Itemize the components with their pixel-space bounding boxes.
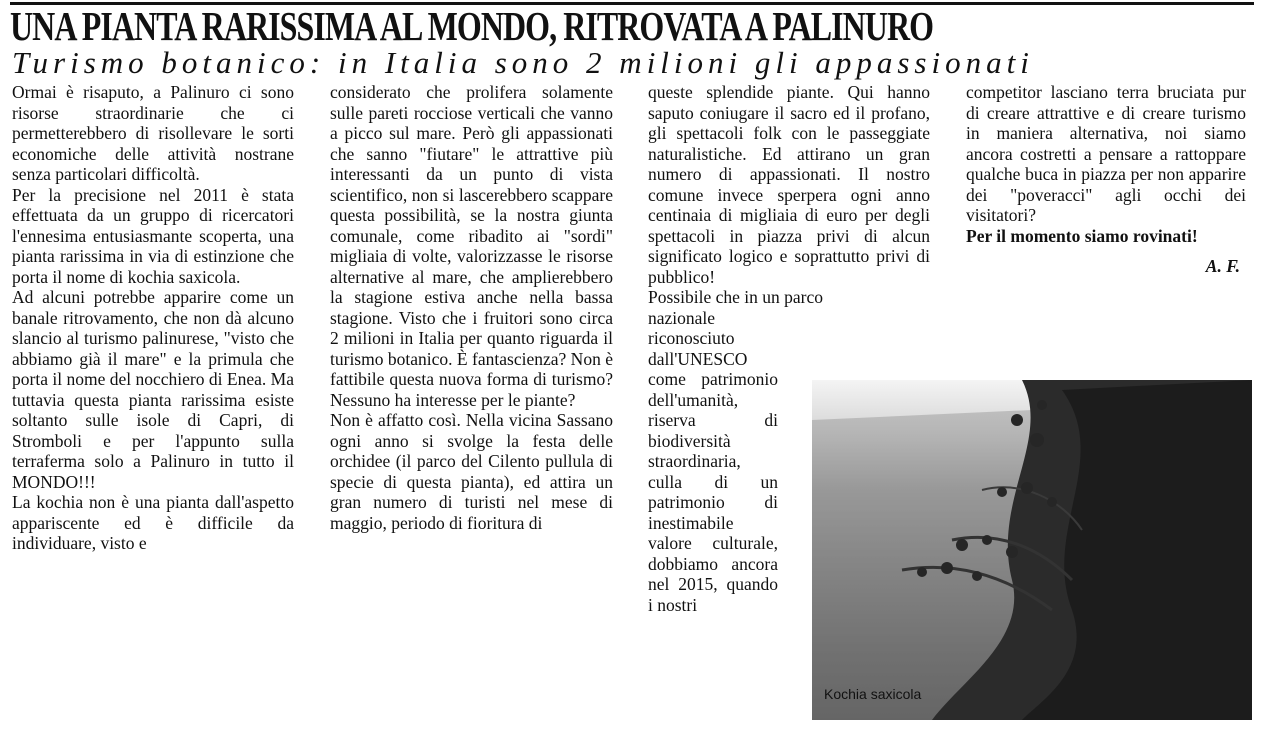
headline: UNA PIANTA RARISSIMA AL MONDO, RITROVATA A PALINURO	[10, 3, 934, 49]
paragraph: Non è affatto così. Nella vicina Sassano ogni anno si svolge la festa delle orchidee (il parco del Cilento pullula di specie di questa pianta), ed attira un gran numero di turisti nel mese di maggio, periodo di fioritura di	[330, 410, 613, 533]
kochia-photo	[812, 380, 1252, 720]
column-1	[12, 82, 294, 554]
subtitle: Turismo botanico: in Italia sono 2 milioni gli appassionati	[12, 45, 1034, 80]
closing-line: Per il momento siamo rovinati!	[966, 225, 1198, 246]
paragraph: Per la precisione nel 2011 è stata effettuata da un gruppo di ricercatori l'ennesima entusiasmante scoperta, una pianta rarissima in via di estinzione che porta il nome di kochia saxicola.	[12, 184, 294, 287]
paragraph: queste splendide piante. Qui hanno saputo coniugare il sacro ed il profano, gli spettacoli folk con le passeggiate naturalistiche. Ed attirano un gran numero di appassionati. Il nostro comune invece sperpera ogni anno centinaia di migliaia di euro per degli spettacoli in piazza privi di alcun significato logico e soprattutto privi di pubblico!	[648, 82, 930, 287]
paragraph: considerato che prolifera solamente sulle pareti rocciose verticali che vanno a picco sul mare. Però gli appassionati che sanno "fiutare" le attrattive più interessanti da un punto di vista scientifico, non si lascerebbero scappare questa possibilità, se la nostra giunta comunale, come ribadito ai "sordi" migliaia di volte, valorizzasse le risorse alternative al mare, che amplierebbero la stagione estiva anche nella bassa stagione. Visto che i fruitori sono circa 2 milioni in Italia per quanto riguarda il turismo botanico. È fantascienza? Non è fattibile questa nuova forma di turismo? Nessuno ha interesse per le piante?	[330, 82, 613, 410]
paragraph: La kochia non è una pianta dall'aspetto appariscente ed è difficile da individuare, visto e	[12, 492, 294, 553]
paragraph: Ad alcuni potrebbe apparire come un banale ritrovamento, che non dà alcuno slancio al turismo palinurese, "visto che abbiamo già il mare" e la primula che porta il nome del nocchiero di Enea. Ma tuttavia questa pianta rarissima esiste soltanto sulle isole di Capri, di Stromboli e per l'appunto sulla terraferma solo a Palinuro in tutto il MONDO!!!	[12, 287, 294, 492]
column-2	[330, 82, 613, 533]
signature: A. F.	[1205, 256, 1240, 276]
paragraph: Possibile che in un parco	[648, 287, 823, 307]
column-4	[966, 82, 1246, 277]
wrapped-paragraph: nazionale riconosciuto dall'UNESCO come patrimonio dell'umanità, riserva di biodiversità straordinaria, culla di un patrimonio di inestimabile valore culturale, dobbiamo ancora nel 2015, quando i nostri	[648, 307, 778, 615]
paragraph: Ormai è risaputo, a Palinuro ci sono risorse straordinarie che ci permetterebbero di risollevare le sorti economiche delle attività nostrane senza particolari difficoltà.	[12, 82, 294, 184]
paragraph: competitor lasciano terra bruciata pur di creare attrattive e di creare turismo in maniera alternativa, noi siamo ancora costretti a pensare a rattoppare qualche buca in piazza per non apparire dei "poveracci" agli occhi dei visitatori?	[966, 82, 1246, 225]
foliage-illustration	[812, 380, 1252, 720]
photo-caption: Kochia saxicola	[824, 686, 922, 702]
